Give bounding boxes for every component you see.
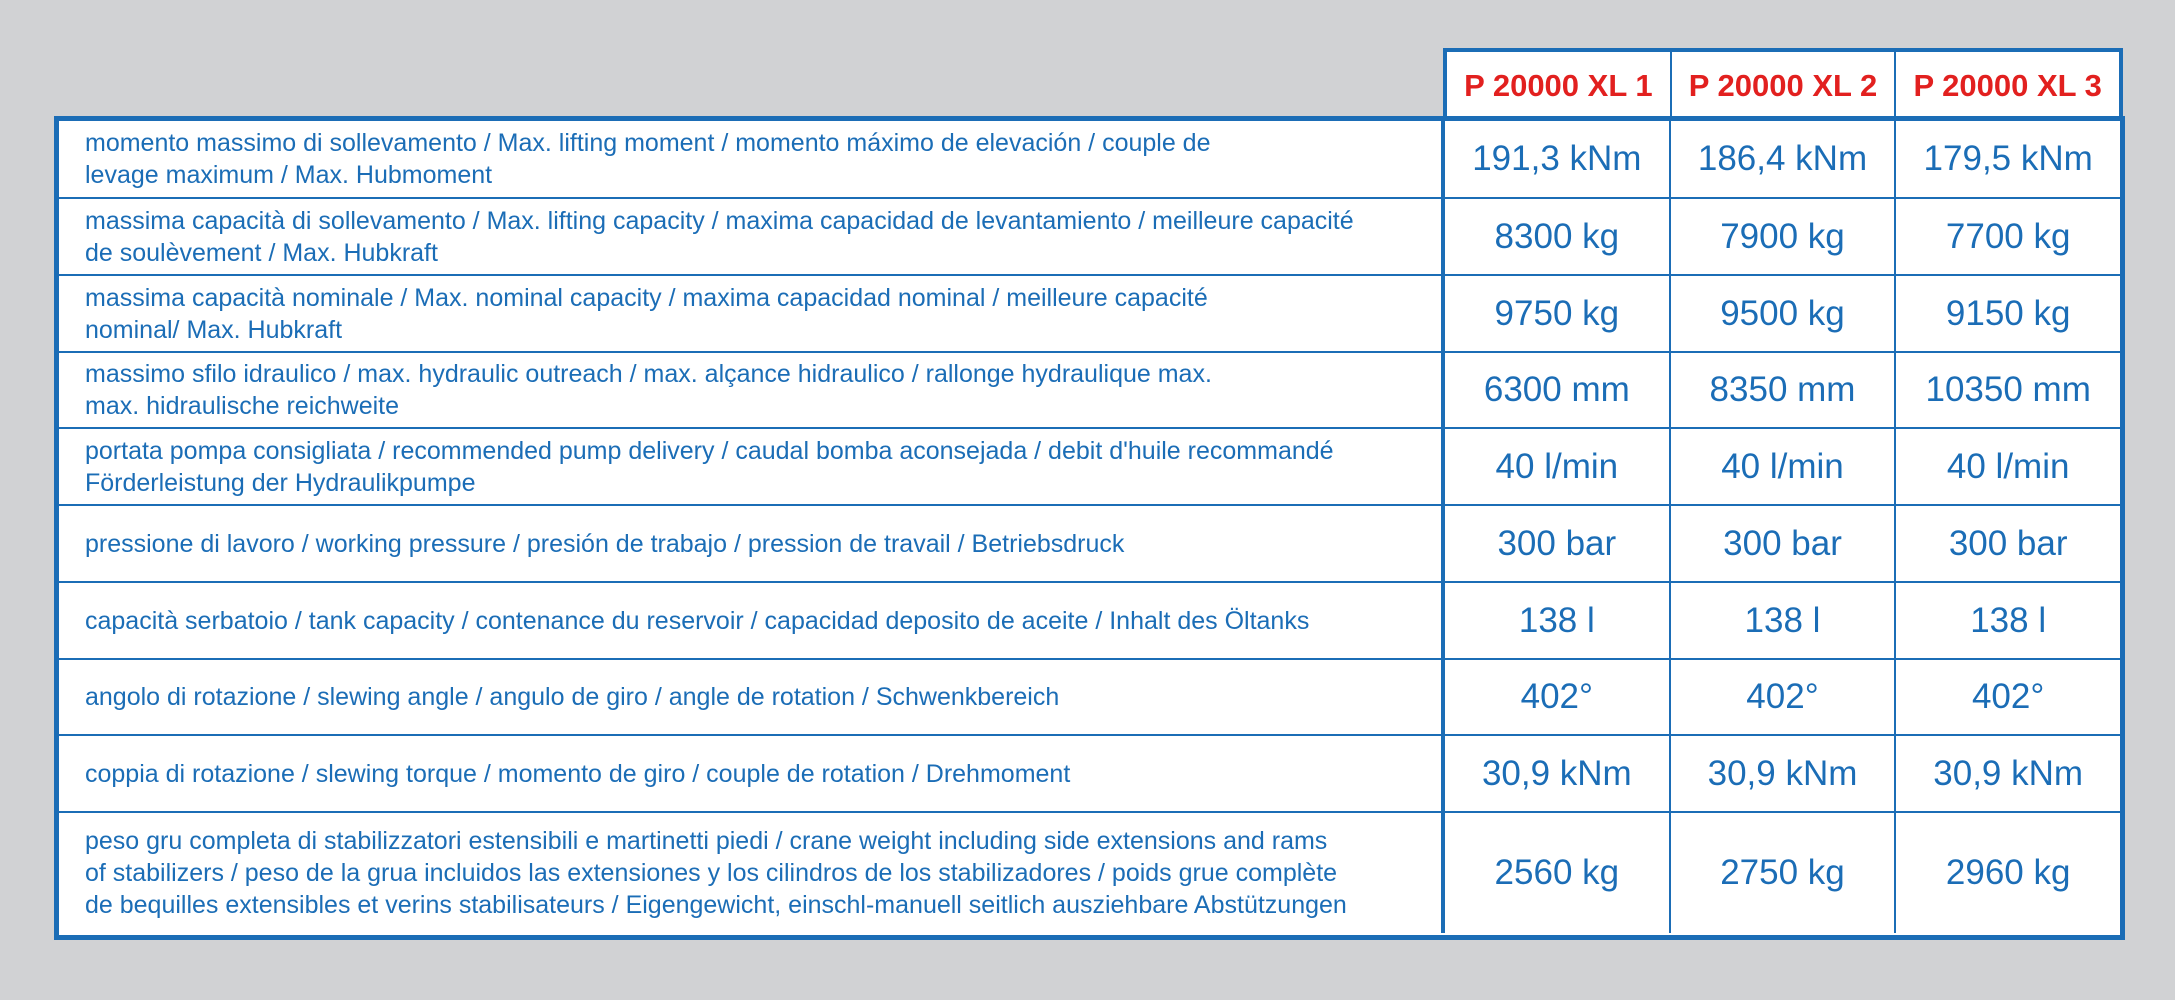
- row-value: 300 bar: [1894, 506, 2120, 581]
- row-value: 6300 mm: [1483, 370, 1630, 409]
- row-value: 300 bar: [1669, 506, 1895, 581]
- table-row: [59, 581, 2120, 658]
- row-label: coppia di rotazione / slewing torque / momento de giro / couple de rotation / Drehmoment: [59, 736, 1445, 811]
- row-value: 402°: [1669, 660, 1895, 734]
- row-value: 402°: [1894, 660, 2120, 734]
- table-row: [59, 121, 2120, 197]
- row-label: capacità serbatoio / tank capacity / contenance du reservoir / capacidad deposito de aceite / Inhalt des Öltanks: [59, 583, 1445, 658]
- table-row: [59, 351, 2120, 427]
- table-row: [59, 504, 2120, 581]
- row-value: 9150 kg: [1894, 276, 2120, 351]
- model-header-cell: P 20000 XL 3: [1894, 52, 2119, 120]
- row-value: 2560 kg: [1494, 853, 1620, 892]
- row-value: 186,4 kNm: [1669, 121, 1895, 197]
- row-value: 8350 mm: [1669, 353, 1895, 427]
- row-value: 9750 kg: [1494, 293, 1620, 333]
- row-value: 2750 kg: [1669, 813, 1895, 933]
- row-value: 138 l: [1894, 583, 2120, 658]
- row-label: massima capacità nominale / Max. nominal capacity / maxima capacidad nominal / meilleure capacité nominal/ Max. Hubkraft: [59, 276, 1445, 351]
- row-value: 40 l/min: [1669, 429, 1895, 504]
- model-header-cell: P 20000 XL 1: [1464, 68, 1653, 103]
- row-label: massimo sfilo idraulico / max. hydraulic outreach / max. alçance hidraulico / rallonge hydraulique max. max. hidraulische reichweite: [59, 353, 1445, 427]
- row-value: 402°: [1520, 677, 1594, 716]
- row-value: 138 l: [1669, 583, 1895, 658]
- row-value: 10350 mm: [1894, 353, 2120, 427]
- row-value: 40 l/min: [1894, 429, 2120, 504]
- row-value: 7700 kg: [1894, 199, 2120, 274]
- row-value: 7900 kg: [1669, 199, 1895, 274]
- row-label: momento massimo di sollevamento / Max. lifting moment / momento máximo de elevación / couple de levage maximum / Max. Hubmoment: [59, 121, 1445, 197]
- row-label: peso gru completa di stabilizzatori estensibili e martinetti piedi / crane weight including side extensions and rams of stabilizers / peso de la grua incluidos las extensiones y los cilindros de los stabilizadores / poids grue complète de bequilles extensibles et verins stabilisateurs / Eigengewicht, einschl-manuell seitlich ausziehbare Abstützungen: [59, 813, 1445, 933]
- row-value: 30,9 kNm: [1894, 736, 2120, 811]
- row-value: 179,5 kNm: [1894, 121, 2120, 197]
- row-value: 191,3 kNm: [1472, 139, 1642, 178]
- row-value: 138 l: [1518, 600, 1595, 640]
- row-value: 2960 kg: [1894, 813, 2120, 933]
- table-row: [59, 427, 2120, 504]
- table-row: [59, 197, 2120, 274]
- row-label: pressione di lavoro / working pressure / presión de trabajo / pression de travail / Betriebsdruck: [59, 506, 1445, 581]
- table-row: [59, 734, 2120, 811]
- row-value: 40 l/min: [1495, 446, 1619, 486]
- row-value: 30,9 kNm: [1481, 753, 1632, 793]
- table-row: [59, 658, 2120, 734]
- row-value: 30,9 kNm: [1669, 736, 1895, 811]
- row-label: angolo di rotazione / slewing angle / angulo de giro / angle de rotation / Schwenkbereich: [59, 660, 1445, 734]
- spec-table: [54, 116, 2125, 940]
- row-value: 9500 kg: [1669, 276, 1895, 351]
- model-header: [1443, 48, 2123, 120]
- row-value: 300 bar: [1497, 523, 1617, 563]
- table-row: [59, 274, 2120, 351]
- row-label: portata pompa consigliata / recommended pump delivery / caudal bomba aconsejada / debit d'huile recommandé Förderleistung der Hydraulikpumpe: [59, 429, 1445, 504]
- row-value: 8300 kg: [1494, 216, 1620, 256]
- table-row: [59, 811, 2120, 933]
- row-label: massima capacità di sollevamento / Max. lifting capacity / maxima capacidad de levantamiento / meilleure capacité de soulèvement / Max. Hubkraft: [59, 199, 1445, 274]
- model-header-cell: P 20000 XL 2: [1670, 52, 1895, 120]
